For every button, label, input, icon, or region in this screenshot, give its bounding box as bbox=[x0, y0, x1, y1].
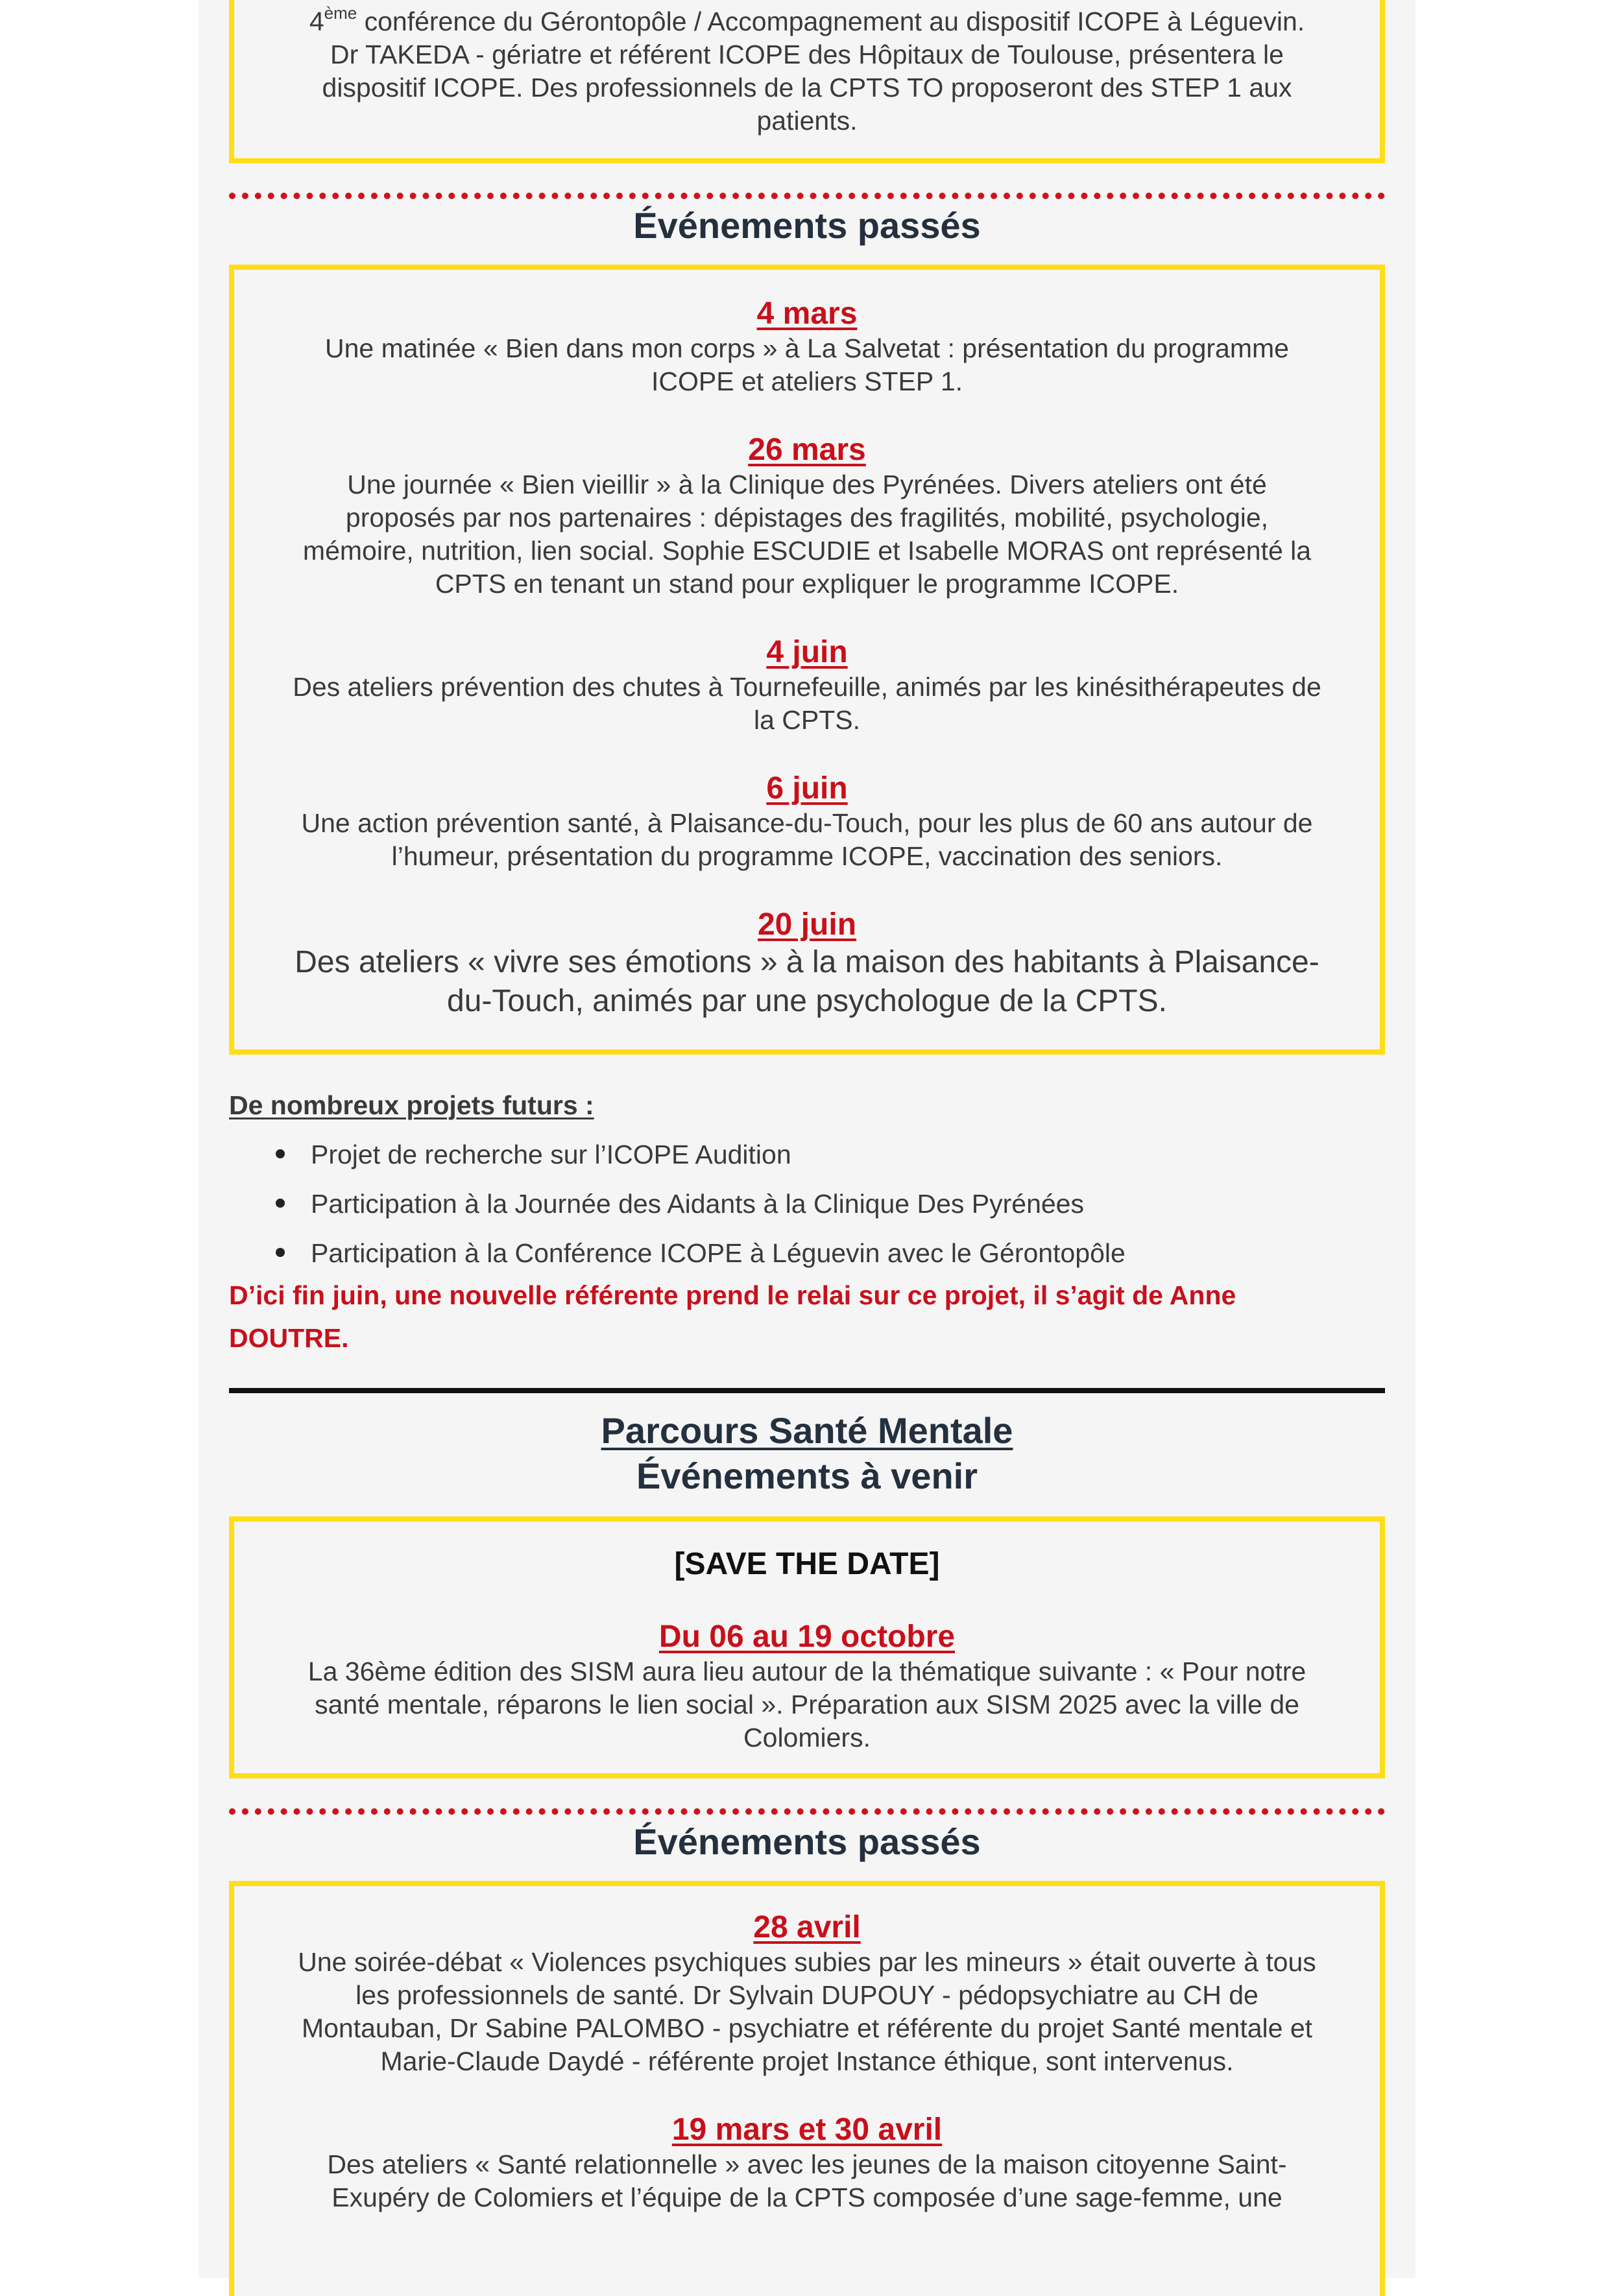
event-line: Des ateliers prévention des chutes à Tournefeuille, animés par les kinésithérapeutes de bbox=[293, 672, 1321, 702]
list-item: Projet de recherche sur l’ICOPE Audition bbox=[311, 1130, 1385, 1179]
upcoming-events-title: Événements à venir bbox=[636, 1455, 978, 1496]
event-date: 4 mars bbox=[756, 296, 858, 331]
mental-health-upcoming-box bbox=[229, 1516, 1385, 1778]
event-date: Du 06 au 19 octobre bbox=[658, 1620, 956, 1654]
icope-upcoming-box bbox=[229, 0, 1385, 163]
event-line: l’humeur, présentation du programme ICOPE, vaccination des seniors. bbox=[391, 841, 1223, 871]
event-line: santé mentale, réparons le lien social ». Préparation aux SISM 2025 avec la ville de bbox=[315, 1690, 1299, 1719]
event-line: Une matinée « Bien dans mon corps » à La Salvetat : présentation du programme bbox=[325, 333, 1289, 363]
event-date: 20 juin bbox=[757, 907, 857, 942]
event-line: Des ateliers « Santé relationnelle » avec les jeunes de la maison citoyenne Saint- bbox=[327, 2149, 1287, 2179]
event-28-avril bbox=[234, 1909, 1380, 2078]
event-date: 19 mars et 30 avril bbox=[671, 2112, 943, 2147]
icope-upcoming-line-4: patients. bbox=[756, 106, 858, 136]
save-the-date-label: [SAVE THE DATE] bbox=[674, 1547, 940, 1581]
section-divider bbox=[229, 1388, 1385, 1393]
icope-upcoming-line-3: dispositif ICOPE. Des professionnels de la CPTS TO proposeront des STEP 1 aux bbox=[322, 73, 1292, 102]
event-line: Des ateliers « vivre ses émotions » à la maison des habitants à Plaisance- bbox=[295, 945, 1319, 979]
event-line: Colomiers. bbox=[743, 1723, 871, 1752]
dotted-divider bbox=[229, 193, 1385, 199]
past-events-title: Événements passés bbox=[633, 1821, 981, 1862]
bullet-icon bbox=[276, 1199, 285, 1208]
icope-past-events-box bbox=[229, 265, 1385, 1055]
new-referent-note-line-1: D’ici fin juin, une nouvelle référente prend le relai sur ce projet, il s’agit de Anne bbox=[229, 1280, 1236, 1310]
event-line: proposés par nos partenaires : dépistages des fragilités, mobilité, psychologie, bbox=[345, 503, 1269, 532]
dotted-divider bbox=[229, 1808, 1385, 1815]
event-line: ICOPE et ateliers STEP 1. bbox=[651, 366, 963, 396]
event-line: Montauban, Dr Sabine PALOMBO - psychiatre et référente du projet Santé mentale et bbox=[301, 2013, 1313, 2043]
event-line: Exupéry de Colomiers et l’équipe de la CPTS composée d’une sage-femme, une bbox=[331, 2182, 1283, 2212]
event-date: 28 avril bbox=[753, 1910, 861, 1944]
new-referent-note-line-2: DOUTRE. bbox=[229, 1323, 349, 1353]
icope-upcoming-line-1: 4ème conférence du Gérontopôle / Accompagnement au dispositif ICOPE à Léguevin. bbox=[309, 3, 1305, 36]
event-4-mars bbox=[234, 296, 1380, 398]
event-6-juin bbox=[234, 771, 1380, 873]
event-line: La 36ème édition des SISM aura lieu autour de la thématique suivante : « Pour notre bbox=[307, 1656, 1307, 1686]
past-events-title: Événements passés bbox=[633, 205, 981, 246]
future-projects-list bbox=[229, 1130, 1385, 1278]
event-date: 26 mars bbox=[748, 433, 866, 467]
event-line: Marie-Claude Daydé - référente projet Instance éthique, sont intervenus. bbox=[380, 2046, 1234, 2076]
event-line: Une action prévention santé, à Plaisance-du-Touch, pour les plus de 60 ans autour de bbox=[301, 808, 1313, 838]
list-item: Participation à la Conférence ICOPE à Léguevin avec le Gérontopôle bbox=[311, 1228, 1385, 1278]
event-date: 6 juin bbox=[766, 771, 848, 806]
new-referent-note bbox=[229, 1274, 1385, 1359]
event-26-mars bbox=[234, 432, 1380, 601]
future-projects-heading: De nombreux projets futurs : bbox=[229, 1090, 594, 1120]
event-line: les professionnels de santé. Dr Sylvain DUPOUY - pédopsychiatre au CH de bbox=[355, 1980, 1259, 2010]
mental-health-title: Parcours Santé Mentale bbox=[601, 1410, 1013, 1451]
event-20-juin bbox=[234, 907, 1380, 1021]
event-line: mémoire, nutrition, lien social. Sophie ESCUDIE et Isabelle MORAS ont représenté la bbox=[302, 536, 1312, 566]
event-line: la CPTS. bbox=[753, 705, 861, 735]
icope-upcoming-line-2: Dr TAKEDA - gériatre et référent ICOPE des Hôpitaux de Toulouse, présentera le bbox=[330, 40, 1284, 69]
bullet-icon bbox=[276, 1248, 285, 1257]
event-4-juin bbox=[234, 634, 1380, 737]
event-line: du-Touch, animés par une psychologue de la CPTS. bbox=[447, 984, 1167, 1018]
event-19-mars-30-avril bbox=[234, 2112, 1380, 2214]
event-line: Une soirée-débat « Violences psychiques subies par les mineurs » était ouverte à tous bbox=[298, 1947, 1316, 1977]
icope-upcoming-text bbox=[256, 0, 1358, 138]
event-line: Une journée « Bien vieillir » à la Clinique des Pyrénées. Divers ateliers ont été bbox=[347, 470, 1267, 499]
list-item: Participation à la Journée des Aidants à la Clinique Des Pyrénées bbox=[311, 1179, 1385, 1228]
newsletter-page bbox=[199, 0, 1415, 2278]
bullet-icon bbox=[276, 1149, 285, 1158]
event-line: CPTS en tenant un stand pour expliquer le programme ICOPE. bbox=[435, 569, 1179, 599]
event-date: 4 juin bbox=[766, 635, 848, 669]
mental-health-past-events-box bbox=[229, 1881, 1385, 2296]
